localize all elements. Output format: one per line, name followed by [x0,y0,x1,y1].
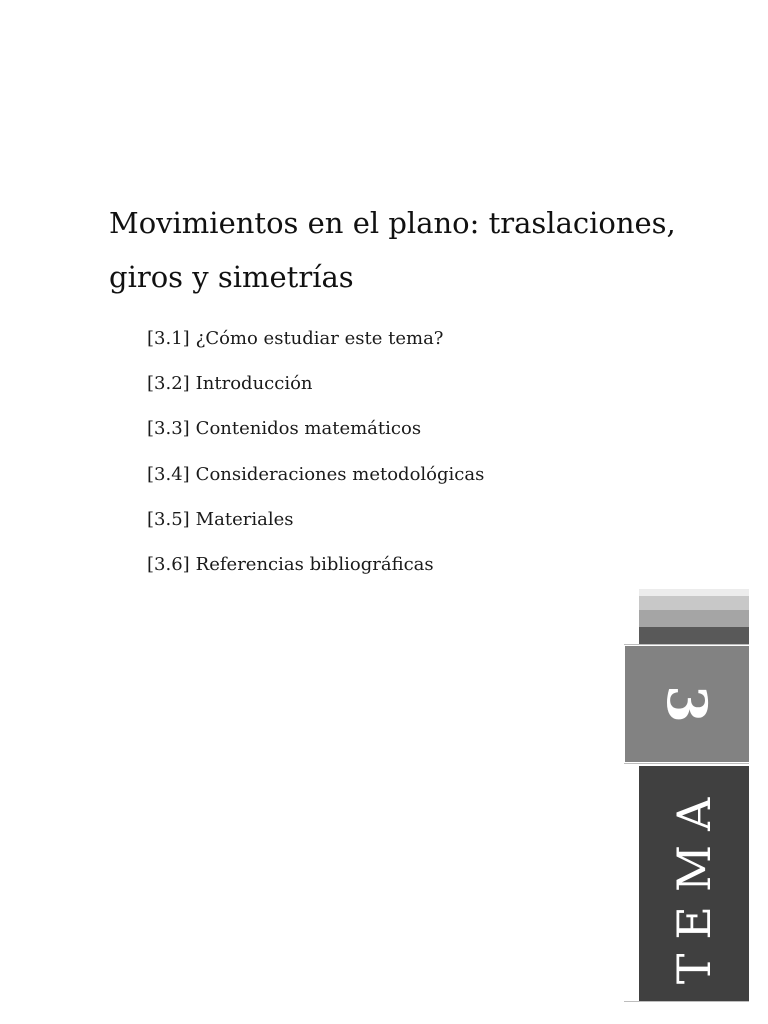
toc-item-label: Referencias bibliográficas [195,553,434,575]
decorative-stripe [639,589,749,596]
toc-item-number: [3.1] [147,328,190,349]
toc-item-label: Consideraciones metodológicas [195,463,485,485]
toc-item-number: [3.6] [147,553,190,575]
toc-item-number: [3.5] [147,508,190,530]
toc-item-label: Contenidos matemáticos [195,418,422,440]
toc-item [147,505,490,550]
chapter-number-box [625,646,749,762]
toc-item [147,550,490,595]
toc-item-label: ¿Cómo estudiar este tema? [195,328,444,349]
toc-item [147,324,490,369]
toc-item-label: Materiales [195,508,294,530]
toc-item [147,414,490,459]
decorative-stripe [639,596,749,610]
divider [624,763,749,764]
toc-item-number: [3.3] [147,418,190,440]
toc-item-label: Introducción [195,373,313,395]
divider [624,644,749,645]
table-of-contents [147,324,490,595]
page-title: Movimientos en el plano: traslaciones, giros y simetrías [109,206,676,294]
toc-item-number: [3.2] [147,373,190,395]
decorative-stripe [639,627,749,644]
chapter-label: TEMA [667,783,721,984]
toc-item-number: [3.4] [147,463,190,485]
divider [624,1001,749,1002]
toc-item [147,369,490,414]
chapter-number: 3 [655,685,719,723]
toc-item [147,460,490,505]
decorative-stripe [639,610,749,627]
chapter-label-box [639,766,749,1001]
